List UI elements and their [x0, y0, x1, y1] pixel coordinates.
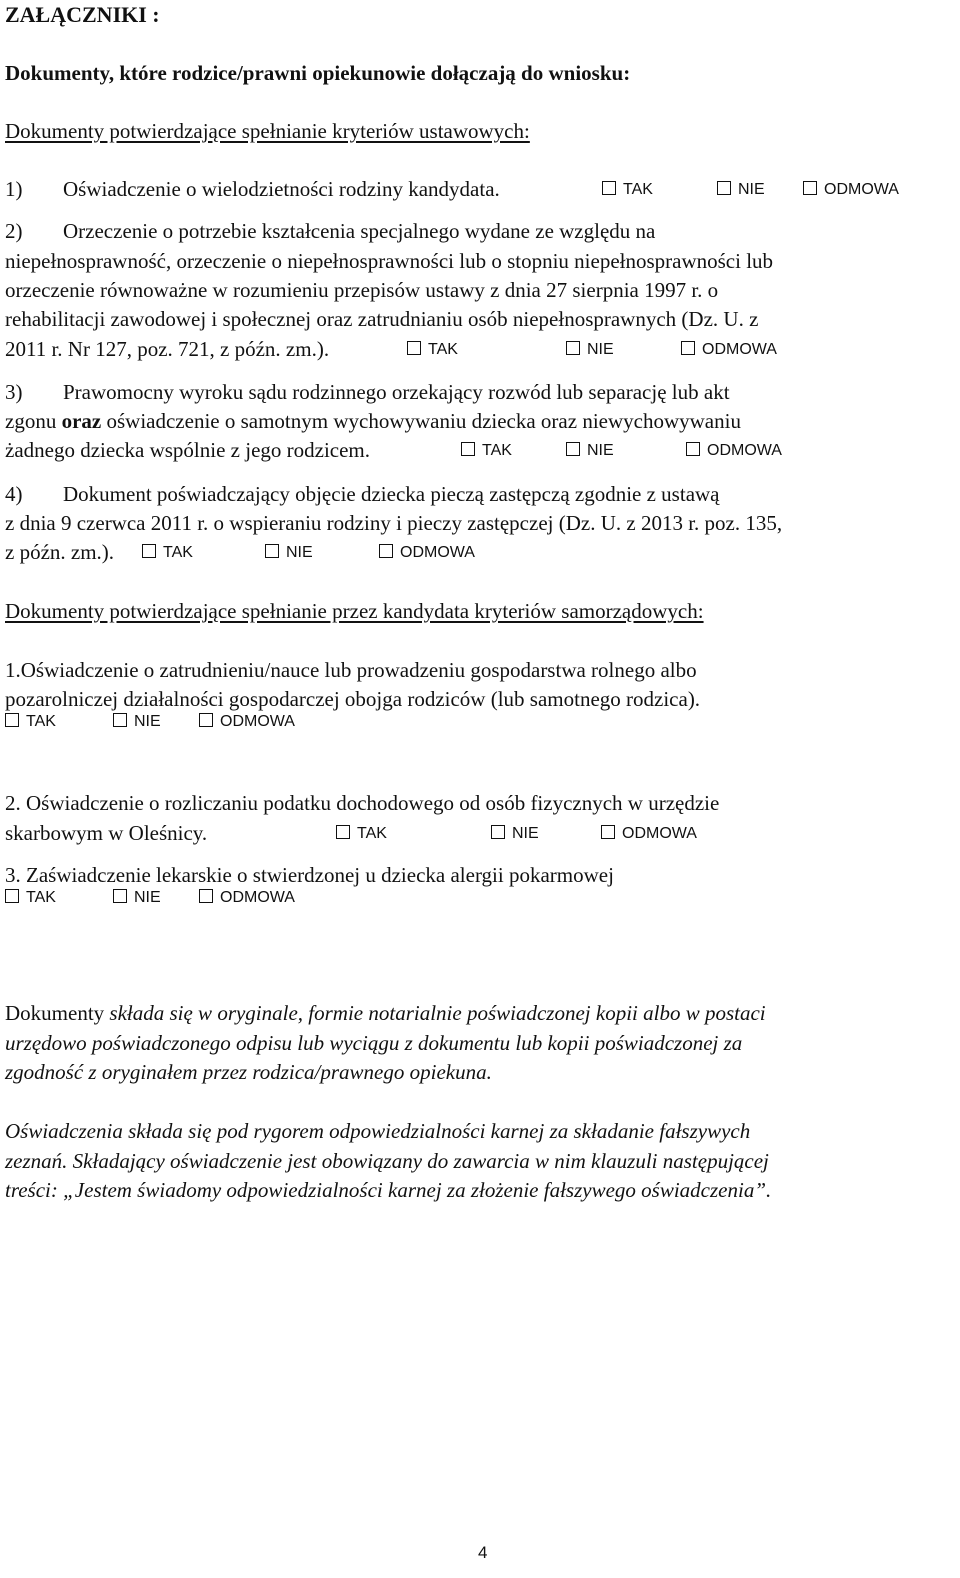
- item-number: 4): [5, 482, 23, 506]
- checkbox[interactable]: [407, 341, 421, 355]
- checkbox[interactable]: [717, 181, 731, 195]
- section-heading-statutory: Dokumenty potwierdzające spełnianie kryteriów ustawowych:: [5, 119, 530, 143]
- checkbox[interactable]: [199, 889, 213, 903]
- item-4-option-yes[interactable]: TAK: [142, 543, 193, 563]
- item-2-line: orzeczenie równoważne w rozumieniu przepisów ustawy z dnia 27 sierpnia 1997 r. o: [5, 278, 719, 302]
- item-2-line: niepełnosprawność, orzeczenie o niepełnosprawności lub o stopniu niepełnosprawności lub: [5, 249, 774, 273]
- checkbox[interactable]: [5, 713, 19, 727]
- item-1-option-refuse[interactable]: ODMOWA: [803, 180, 899, 200]
- item-1-option-yes[interactable]: TAK: [602, 180, 653, 200]
- checkbox[interactable]: [491, 825, 505, 839]
- note-1-line: zgodność z oryginałem przez rodzica/prawnego opiekuna.: [5, 1060, 492, 1084]
- local-item-3-option-refuse[interactable]: ODMOWA: [199, 888, 295, 908]
- item-2-option-refuse[interactable]: ODMOWA: [681, 340, 777, 360]
- local-item-1-option-yes[interactable]: TAK: [5, 712, 56, 732]
- local-item-3-option-yes[interactable]: TAK: [5, 888, 56, 908]
- item-number: 2): [5, 219, 23, 243]
- local-item-3-line: 3. Zaświadczenie lekarskie o stwierdzonej u dziecka alergii pokarmowej: [5, 863, 614, 887]
- page-title: ZAŁĄCZNIKI :: [5, 2, 160, 27]
- local-item-2-line: skarbowym w Oleśnicy.: [5, 821, 208, 845]
- local-item-1-line: 1.Oświadczenie o zatrudnieniu/nauce lub prowadzeniu gospodarstwa rolnego albo: [5, 658, 697, 682]
- checkbox[interactable]: [336, 825, 350, 839]
- local-item-2-option-refuse[interactable]: ODMOWA: [601, 824, 697, 844]
- item-1-line: [5, 176, 500, 202]
- item-2-option-no[interactable]: NIE: [566, 340, 614, 360]
- checkbox[interactable]: [602, 181, 616, 195]
- item-3-option-no[interactable]: NIE: [566, 441, 614, 461]
- item-4-option-no[interactable]: NIE: [265, 543, 313, 563]
- item-2-option-yes[interactable]: TAK: [407, 340, 458, 360]
- note-1-line: urzędowo poświadczonego odpisu lub wyciągu z dokumentu lub kopii poświadczonej za: [5, 1031, 743, 1055]
- checkbox[interactable]: [686, 442, 700, 456]
- item-3-line: żadnego dziecka wspólnie z jego rodzicem.: [5, 438, 371, 462]
- page-number: 4: [478, 1543, 488, 1562]
- item-3-line: 3) Prawomocny wyroku sądu rodzinnego orzekający rozwód lub separację lub akt: [5, 380, 730, 404]
- emphasis: oraz: [61, 409, 102, 433]
- local-item-1-option-refuse[interactable]: ODMOWA: [199, 712, 295, 732]
- item-3-line: zgonu oraz oświadczenie o samotnym wychowywaniu dziecka oraz niewychowywaniu: [5, 409, 741, 433]
- local-item-1-line: pozarolniczej działalności gospodarczej obojga rodziców (lub samotnego rodzica).: [5, 687, 701, 711]
- note-2-line: treści: „Jestem świadomy odpowiedzialności karnej za złożenie fałszywego oświadczenia”.: [5, 1178, 772, 1202]
- checkbox[interactable]: [566, 341, 580, 355]
- checkbox[interactable]: [681, 341, 695, 355]
- checkbox[interactable]: [5, 889, 19, 903]
- note-2-line: zeznań. Składający oświadczenie jest obowiązany do zawarcia w nim klauzuli następującej: [5, 1149, 769, 1173]
- item-number: 1): [5, 177, 23, 201]
- local-item-2-line: 2. Oświadczenie o rozliczaniu podatku dochodowego od osób fizycznych w urzędzie: [5, 791, 720, 815]
- checkbox[interactable]: [379, 544, 393, 558]
- checkbox[interactable]: [803, 181, 817, 195]
- local-item-3-option-no[interactable]: NIE: [113, 888, 161, 908]
- section-heading-local: Dokumenty potwierdzające spełnianie przez kandydata kryteriów samorządowych:: [5, 599, 704, 623]
- item-2-line: rehabilitacji zawodowej i społecznej oraz zatrudnianiu osób niepełnosprawnych (Dz. U. z: [5, 307, 759, 331]
- local-item-2-option-no[interactable]: NIE: [491, 824, 539, 844]
- checkbox[interactable]: [265, 544, 279, 558]
- page-subtitle: Dokumenty, które rodzice/prawni opiekunowie dołączają do wniosku:: [5, 61, 631, 85]
- item-1-option-no[interactable]: NIE: [717, 180, 765, 200]
- item-3-option-refuse[interactable]: ODMOWA: [686, 441, 782, 461]
- checkbox[interactable]: [199, 713, 213, 727]
- checkbox[interactable]: [113, 713, 127, 727]
- item-3-option-yes[interactable]: TAK: [461, 441, 512, 461]
- local-item-1-option-no[interactable]: NIE: [113, 712, 161, 732]
- local-item-2-option-yes[interactable]: TAK: [336, 824, 387, 844]
- checkbox[interactable]: [601, 825, 615, 839]
- item-4-option-refuse[interactable]: ODMOWA: [379, 543, 475, 563]
- note-2-line: Oświadczenia składa się pod rygorem odpowiedzialności karnej za składanie fałszywych: [5, 1119, 751, 1143]
- item-4-line: z późn. zm.).: [5, 540, 115, 564]
- item-text: Oświadczenie o wielodzietności rodziny kandydata.: [63, 177, 500, 201]
- item-4-line: 4) Dokument poświadczający objęcie dziecka pieczą zastępczą zgodnie z ustawą: [5, 482, 720, 506]
- checkbox[interactable]: [142, 544, 156, 558]
- note-1-line: Dokumenty składa się w oryginale, formie notarialnie poświadczonej kopii albo w postaci: [5, 1001, 766, 1025]
- item-2-line: 2011 r. Nr 127, poz. 721, z późn. zm.).: [5, 337, 330, 361]
- item-number: 3): [5, 380, 23, 404]
- checkbox[interactable]: [113, 889, 127, 903]
- checkbox[interactable]: [461, 442, 475, 456]
- checkbox[interactable]: [566, 442, 580, 456]
- item-4-line: z dnia 9 czerwca 2011 r. o wspieraniu rodziny i pieczy zastępczej (Dz. U. z 2013 r. poz. 135,: [5, 511, 783, 535]
- item-2-line: 2) Orzeczenie o potrzebie kształcenia specjalnego wydane ze względu na: [5, 219, 656, 243]
